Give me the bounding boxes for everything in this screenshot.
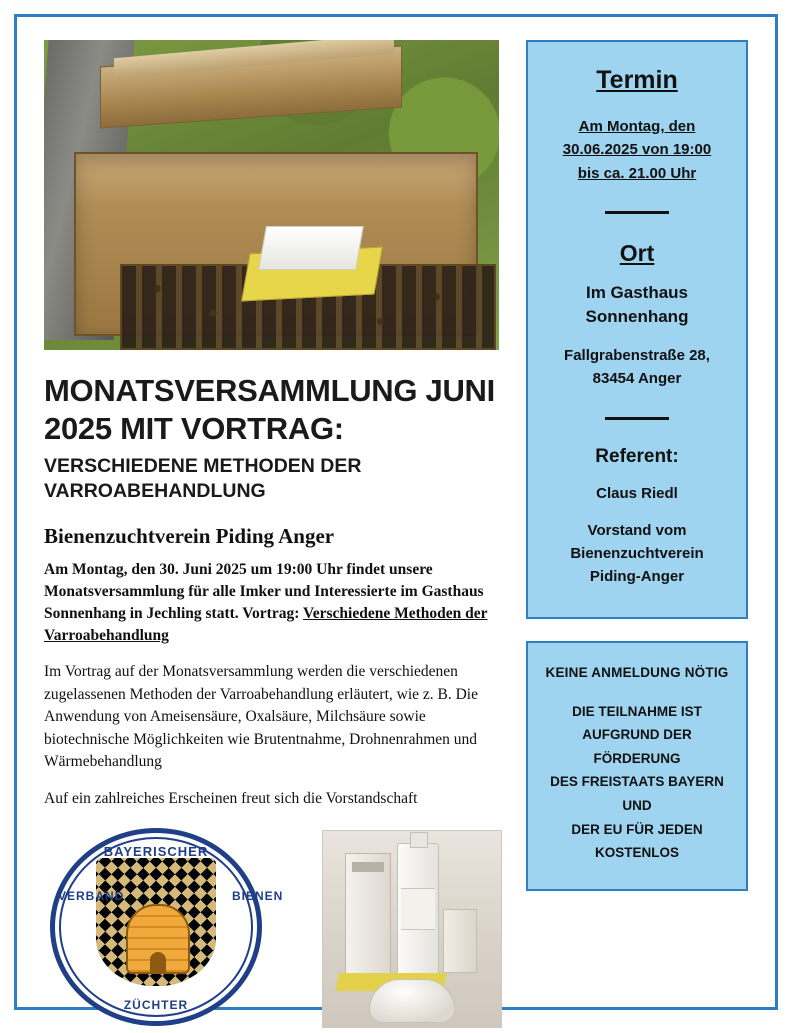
treatment-products-photo [322, 830, 502, 1028]
product-small-box [443, 909, 477, 973]
product-bottle [397, 843, 439, 977]
referent-role-3: Piding-Anger [589, 568, 685, 586]
divider-1 [605, 211, 669, 214]
logo-text-bottom: ZÜCHTER [123, 998, 189, 1013]
bayerischer-imkerverband-logo [50, 828, 284, 1026]
treatment-pad [258, 226, 364, 270]
referent-role-1: Vorstand vom [587, 521, 687, 539]
ort-line-3: Fallgrabenstraße 28, [564, 347, 710, 365]
referent-name: Claus Riedl [596, 484, 678, 502]
termin-heading: Termin [596, 66, 678, 94]
product-dispenser [369, 979, 455, 1023]
note-headline: KEINE ANMELDUNG NÖTIG [545, 664, 729, 680]
poster-content [44, 40, 748, 1013]
ort-line-4: 83454 Anger [592, 370, 682, 388]
termin-line-2: 30.06.2025 von 19:00 [562, 141, 712, 159]
divider-2 [605, 417, 669, 420]
registration-note-box [526, 641, 748, 891]
lead-paragraph [44, 559, 504, 647]
referent-role-2: Bienenzuchtverein [570, 545, 704, 563]
beehive-photo [44, 40, 499, 350]
logo-text-left: VERBAND [58, 889, 125, 904]
termin-line-3: bis ca. 21.00 Uhr [577, 164, 697, 182]
hive-body [74, 152, 478, 336]
product-carton [345, 853, 391, 975]
note-line-3: DES FREISTAATS BAYERN UND [550, 774, 724, 814]
ort-line-2: Sonnenhang [585, 307, 689, 327]
ort-line-1: Im Gasthaus [585, 282, 689, 302]
referent-heading: Referent: [595, 445, 679, 467]
left-column [44, 40, 504, 1033]
bottom-media-row [44, 828, 504, 1033]
page-title: MONATSVERSAMMLUNG JUNI 2025 MIT VORTRAG: [44, 373, 495, 446]
logo-text-top: BAYERISCHER [103, 844, 209, 860]
note-line-1: DIE TEILNAHME IST [572, 703, 702, 719]
body-paragraph: Im Vortrag auf der Monatsversammlung werden die verschiedenen zugelassenen Methoden der Varroabehandlung erläutert, wie z. B. Die Anwendung von Ameisensäure, Oxalsäure, Milchsäure sowie biotechnische Möglichkeiten wie Brutentnahme, Drohnenrahmen und Wärmebehandlung [44, 663, 478, 771]
note-line-4: DER EU FÜR JEDEN [571, 821, 703, 837]
page-subtitle: VERSCHIEDENE METHODEN DER VARROABEHANDLUNG [44, 454, 362, 502]
lead-text: Am Montag, den 30. Juni 2025 um 19:00 Uhr findet unsere Monatsversammlung für alle Imker und Interessierte im Gasthaus Sonnenhang in Jechling statt. Vortrag: [44, 561, 484, 623]
event-info-box [526, 40, 748, 619]
logo-circular-text [50, 828, 284, 1026]
termin-line-1: Am Montag, den [578, 118, 696, 135]
lead-underlined-text: Verschiedene Methoden der Varroabehandlung [44, 605, 488, 645]
note-line-5: KOSTENLOS [594, 845, 679, 861]
ort-heading: Ort [619, 239, 655, 266]
closing-paragraph: Auf ein zahlreiches Erscheinen freut sich die Vorstandschaft [44, 789, 418, 807]
club-name: Bienenzuchtverein Piding Anger [44, 524, 335, 549]
right-column [526, 40, 748, 891]
logo-text-right: BIENEN [232, 889, 284, 904]
note-line-2: AUFGRUND DER FÖRDERUNG [582, 727, 692, 766]
